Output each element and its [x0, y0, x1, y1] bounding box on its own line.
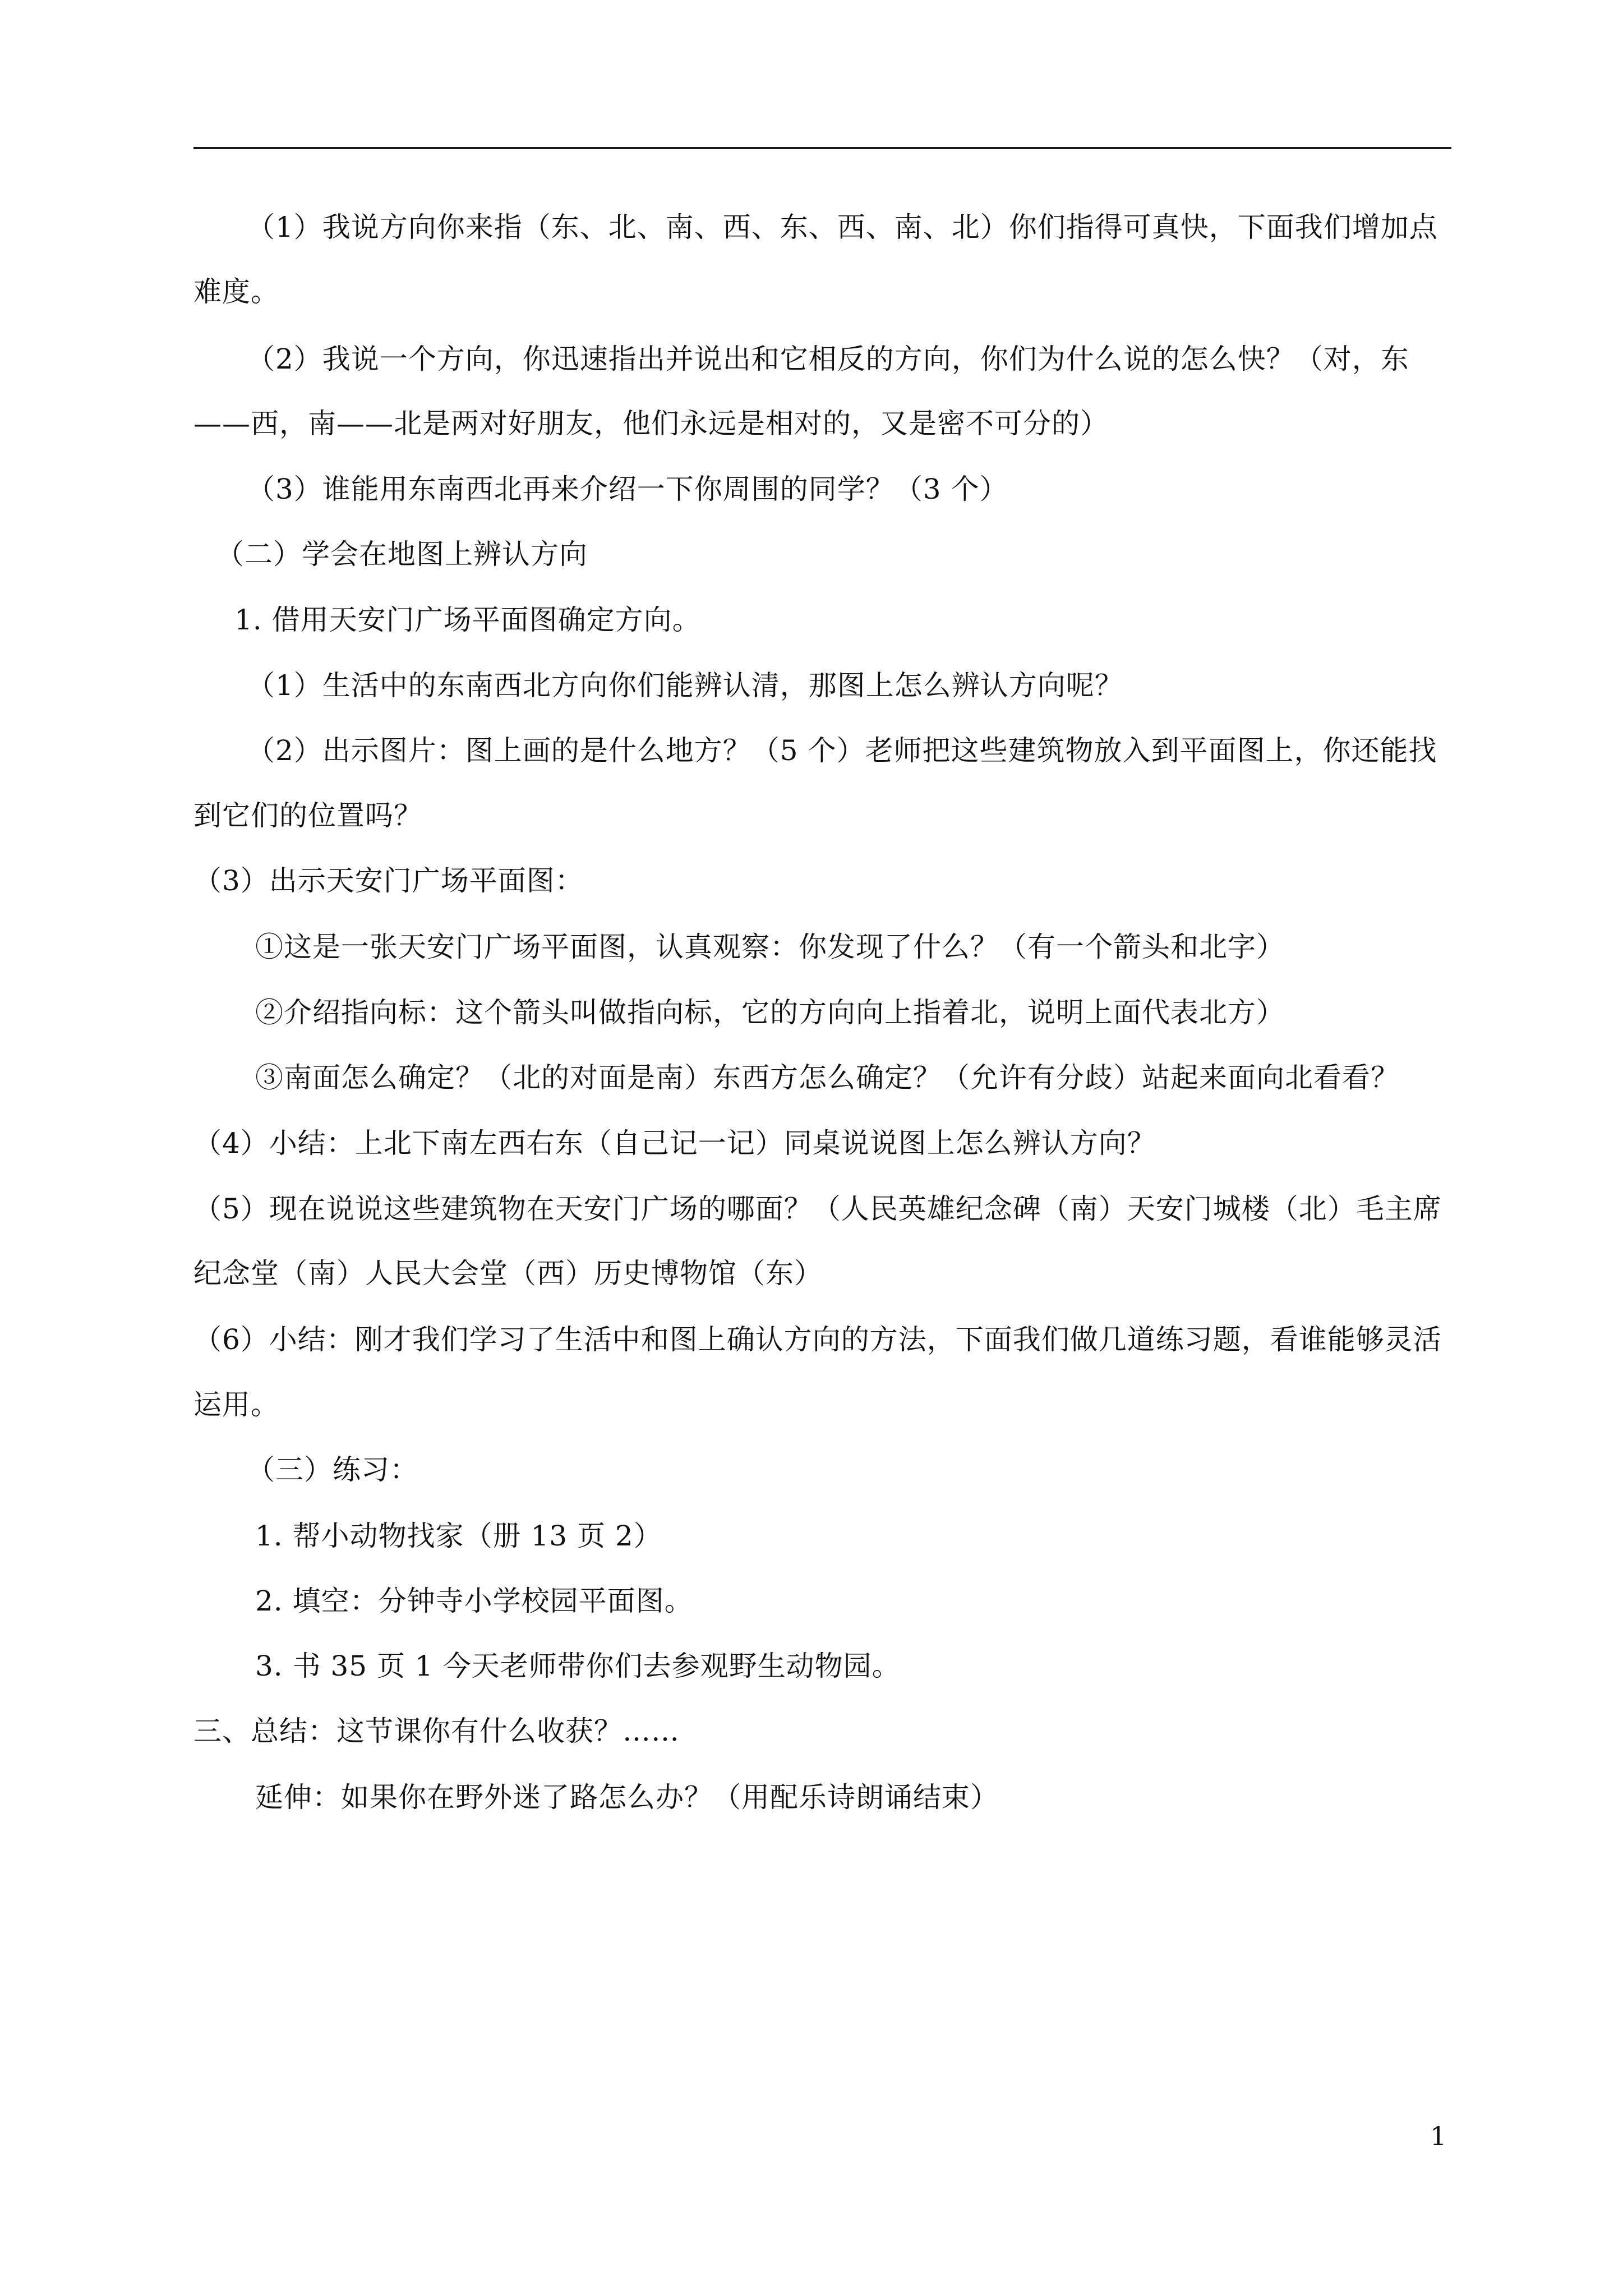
page-number: 1 [1430, 2121, 1447, 2151]
section-heading: （二）学会在地图上辨认方向 [216, 538, 588, 570]
text-line: ①这是一张天安门广场平面图，认真观察：你发现了什么？（有一个箭头和北字） [255, 931, 1285, 963]
text-line: （5）现在说说这些建筑物在天安门广场的哪面？（人民英雄纪念碑（南）天安门城楼（北）毛主席 [193, 1193, 1442, 1225]
text-line: 2. 填空：分钟寺小学校园平面图。 [255, 1585, 693, 1617]
text-line: 3. 书 35 页 1 今天老师带你们去参观野生动物园。 [255, 1650, 901, 1682]
text-line: 到它们的位置吗？ [193, 799, 422, 832]
text-line: 纪念堂（南）人民大会堂（西）历史博物馆（东） [193, 1257, 823, 1290]
text-line: 1. 帮小动物找家（册 13 页 2） [255, 1520, 662, 1552]
text-line: （3）谁能用东南西北再来介绍一下你周围的同学？（3 个） [247, 473, 1008, 505]
text-line: （1）生活中的东南西北方向你们能辨认清，那图上怎么辨认方向呢？ [247, 669, 1123, 702]
text-line: ②介绍指向标：这个箭头叫做指向标，它的方向向上指着北，说明上面代表北方） [255, 996, 1285, 1029]
text-line: ——西，南——北是两对好朋友，他们永远是相对的，又是密不可分的） [193, 407, 1109, 440]
text-line: （4）小结：上北下南左西右东（自己记一记）同桌说说图上怎么辨认方向？ [193, 1127, 1156, 1159]
section-heading: 三、总结：这节课你有什么收获？…… [193, 1715, 680, 1747]
header-rule [193, 147, 1451, 149]
text-line: （1）我说方向你来指（东、北、南、西、东、西、南、北）你们指得可真快，下面我们增加点 [247, 211, 1438, 243]
text-line: （6）小结：刚才我们学习了生活中和图上确认方向的方法，下面我们做几道练习题，看谁能够灵活 [193, 1323, 1442, 1356]
text-line: 延伸：如果你在野外迷了路怎么办？（用配乐诗朗诵结束） [255, 1781, 999, 1814]
text-line: 运用。 [193, 1388, 279, 1421]
text-line: （2）出示图片：图上画的是什么地方？（5 个）老师把这些建筑物放入到平面图上，你还能找 [247, 734, 1437, 767]
text-line: 难度。 [193, 275, 279, 308]
text-line: 1. 借用天安门广场平面图确定方向。 [234, 604, 701, 636]
text-line: （3）出示天安门广场平面图： [193, 864, 584, 897]
section-heading: （三）练习： [247, 1453, 418, 1486]
text-line: （2）我说一个方向，你迅速指出并说出和它相反的方向，你们为什么说的怎么快？（对，东 [247, 343, 1409, 375]
text-line: ③南面怎么确定？（北的对面是南）东西方怎么确定？（允许有分歧）站起来面向北看看？ [255, 1061, 1399, 1094]
